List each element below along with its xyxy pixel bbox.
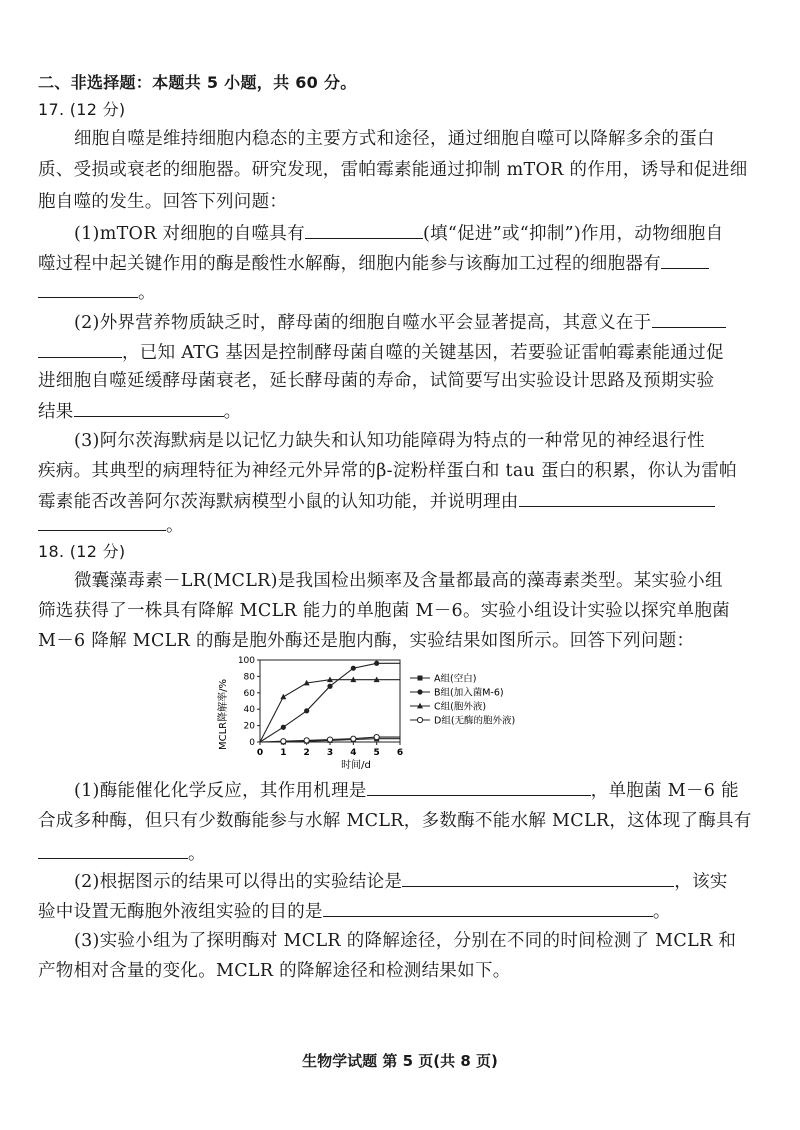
series-d-point xyxy=(374,734,379,739)
q18-part3-line-1: (3)实验小组为了探明酶对 MCLR 的降解途径，分别在不同的时间检测了 MCLR 和 xyxy=(74,931,737,951)
q17-part2-text-d: 结果 xyxy=(38,402,74,422)
q18-part1-line-1 xyxy=(74,777,774,804)
q18-part2-text-b: ，该实 xyxy=(674,872,728,892)
q17-part2-text-b: ，已知 ATG 基因是控制酵母菌自噬的关键基因，若要验证雷帕霉素能通过促 xyxy=(122,343,724,363)
series-b-point xyxy=(327,684,332,689)
answer-blank[interactable] xyxy=(305,220,423,239)
answer-blank[interactable] xyxy=(367,777,591,796)
q18-part2-text-c: 验中设置无酶胞外液组实验的目的是 xyxy=(38,902,323,922)
y-tick-label: 0 xyxy=(249,738,255,748)
series-d-point xyxy=(304,738,309,743)
q18-intro-line-3: M－6 降解 MCLR 的酶是胞外酶还是胞内酶，实验结果如图所示。回答下列问题： xyxy=(38,631,695,651)
series-d-point xyxy=(281,739,286,744)
series-b-point xyxy=(351,666,356,671)
x-tick-label: 3 xyxy=(326,748,334,758)
x-axis-label: 时间/d xyxy=(341,760,371,771)
q17-part3-end: 。 xyxy=(166,516,184,536)
q17-part1-text-b: (填“促进”或“抑制”)作用，动物细胞自 xyxy=(422,224,724,244)
section-header: 二、非选择题：本题共 5 小题，共 60 分。 xyxy=(38,73,357,92)
answer-blank[interactable] xyxy=(402,868,674,887)
q17-part3-line-1: (3)阿尔茨海默病是以记忆力缺失和认知功能障碍为特点的一种常见的神经退行性 xyxy=(74,431,705,451)
q18-part1-text-b: ，单胞菌 M－6 能 xyxy=(590,781,739,801)
page-footer: 生物学试题 第 5 页(共 8 页) xyxy=(302,1052,498,1070)
x-tick-label: 0 xyxy=(256,748,264,758)
q18-part1-line-2: 合成多种酶，但只有少数酶能参与水解 MCLR，多数酶不能水解 MCLR，这体现了酶具有 xyxy=(38,811,752,831)
q17-intro-line-2: 质、受损或衰老的细胞器。研究发现，雷帕霉素能通过抑制 mTOR 的作用，诱导和促进细 xyxy=(38,160,748,180)
series-b-point xyxy=(374,661,379,666)
y-tick-label: 20 xyxy=(243,721,255,732)
y-tick-label: 40 xyxy=(243,705,255,716)
series-b-legend-marker xyxy=(417,689,422,694)
q17-part1-line-2 xyxy=(38,250,738,277)
y-axis-label: MCLR降解率/% xyxy=(218,678,229,750)
q17-part3-line-4 xyxy=(38,512,738,539)
q18-part1-line-3 xyxy=(38,840,738,867)
chart-legend xyxy=(410,673,515,727)
answer-blank[interactable] xyxy=(661,250,709,269)
q18-intro-line-2: 筛选获得了一株具有降解 MCLR 能力的单胞菌 M－6。实验小组设计实验以探究单胞菌 xyxy=(38,601,730,621)
answer-blank[interactable] xyxy=(74,398,224,417)
q18-intro-line-1: 微囊藻毒素－LR(MCLR)是我国检出频率及含量都最高的藻毒素类型。某实验小组 xyxy=(74,571,723,591)
answer-blank[interactable] xyxy=(652,309,726,328)
q17-intro-line-1: 细胞自噬是维持细胞内稳态的主要方式和途径，通过细胞自噬可以降解多余的蛋白 xyxy=(74,129,715,149)
series-a-legend-marker xyxy=(418,676,423,681)
q17-part1-end: 。 xyxy=(138,283,156,303)
mclr-degradation-chart xyxy=(210,650,550,774)
q18-part1-text-a: (1)酶能催化化学反应，其作用机理是 xyxy=(74,781,367,801)
q17-part2-line-4 xyxy=(38,398,738,425)
q18-part2-text-a: (2)根据图示的结果可以得出的实验结论是 xyxy=(74,872,403,892)
series-d-point xyxy=(327,737,332,742)
y-tick-label: 60 xyxy=(243,688,255,699)
q17-intro-line-3: 胞自噬的发生。回答下列问题： xyxy=(38,192,288,212)
series-d-legend-marker xyxy=(417,717,422,722)
q17-part3-line-2: 疾病。其典型的病理特征为神经元外异常的β-淀粉样蛋白和 tau 蛋白的积累，你认为雷帕 xyxy=(38,461,737,481)
answer-blank[interactable] xyxy=(323,898,653,917)
y-tick-label: 100 xyxy=(237,656,255,666)
series-d-point xyxy=(351,736,356,741)
series-c-point xyxy=(280,694,286,700)
q18-part1-end: 。 xyxy=(188,844,206,864)
q17-part2-line-1 xyxy=(74,309,774,336)
answer-blank[interactable] xyxy=(38,279,138,298)
series-b-point xyxy=(281,725,286,730)
q17-part1-text-c: 噬过程中起关键作用的酶是酸性水解酶，细胞内能参与该酶加工过程的细胞器有 xyxy=(38,254,661,274)
q18-part3-line-2: 产物相对含量的变化。MCLR 的降解途径和检测结果如下。 xyxy=(38,961,511,981)
q18-part2-line-1 xyxy=(74,868,774,895)
q17-part2-line-2 xyxy=(38,339,738,366)
answer-blank[interactable] xyxy=(38,512,166,531)
x-tick-label: 6 xyxy=(396,748,404,758)
series-a-legend-label: A组(空白) xyxy=(434,673,477,685)
series-d-legend-label: D组(无酶的胞外液) xyxy=(434,715,516,727)
x-tick-label: 4 xyxy=(350,748,357,758)
series-c-line xyxy=(260,680,400,742)
series-b-point xyxy=(304,708,309,713)
x-tick-label: 5 xyxy=(373,748,380,758)
q17-part1-line-3 xyxy=(38,279,738,306)
q17-part2-end: 。 xyxy=(223,402,242,422)
q17-part3-text-c: 霉素能否改善阿尔茨海默病模型小鼠的认知功能，并说明理由 xyxy=(38,492,519,512)
q17-part2-text-a: (2)外界营养物质缺乏时，酵母菌的细胞自噬水平会显著提高，其意义在于 xyxy=(74,313,652,333)
x-tick-label: 2 xyxy=(303,748,310,758)
answer-blank[interactable] xyxy=(38,840,188,859)
x-tick-label: 1 xyxy=(280,748,287,758)
series-c-legend-label: C组(胞外液) xyxy=(434,701,487,713)
q17-part3-line-3 xyxy=(38,488,738,515)
q17-part2-line-3: 进细胞自噬延缓酵母菌衰老，延长酵母菌的寿命，试简要写出实验设计思路及预期实验 xyxy=(38,371,715,391)
question-18-number: 18. (12 分) xyxy=(38,542,126,561)
q18-part2-end: 。 xyxy=(652,902,671,922)
chart-plot-area xyxy=(238,656,403,758)
q17-part1-text-a: (1)mTOR 对细胞的自噬具有 xyxy=(74,224,305,244)
answer-blank[interactable] xyxy=(519,488,715,507)
series-b-legend-label: B组(加入菌M-6) xyxy=(434,687,504,699)
series-b-line xyxy=(260,663,400,742)
q17-part1-line-1 xyxy=(74,220,774,247)
y-tick-label: 80 xyxy=(243,672,255,683)
q18-part2-line-2 xyxy=(38,898,738,925)
answer-blank[interactable] xyxy=(38,339,122,358)
question-17-number: 17. (12 分) xyxy=(38,100,126,119)
